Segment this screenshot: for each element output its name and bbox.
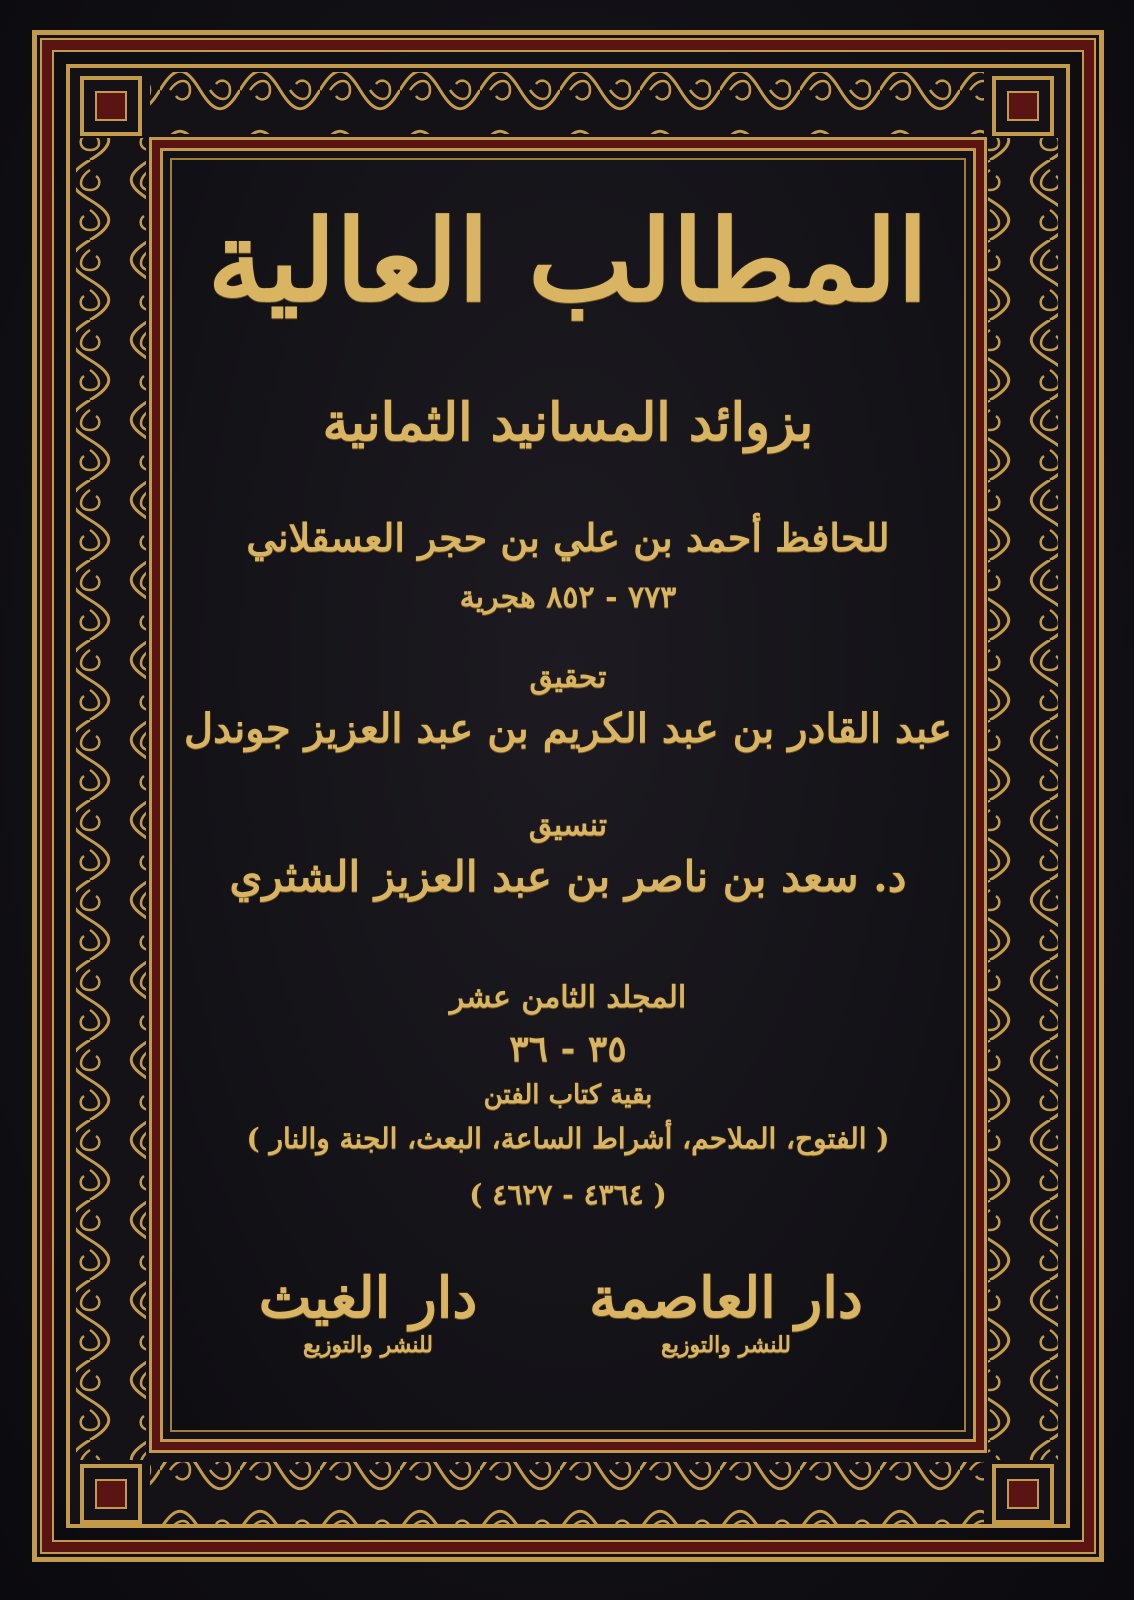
hadith-range: ( ٤٣٦٤ - ٤٦٢٧ ) <box>469 1178 667 1211</box>
coordination-label: تنسيق <box>528 808 608 843</box>
publisher-name: دار الغيث <box>258 1265 478 1331</box>
book-title: المطالب العالية <box>207 196 929 327</box>
coordinator-name: د. سعد بن ناصر بن عبد العزيز الشثري <box>229 852 907 901</box>
publisher-name: دار العاصمة <box>589 1265 863 1331</box>
title-panel <box>170 158 966 1432</box>
publisher-2 <box>218 1265 518 1358</box>
author-name: للحافظ أحمد بن علي بن حجر العسقلاني <box>246 515 890 560</box>
verification-label: تحقيق <box>529 660 607 695</box>
volume-label: المجلد الثامن عشر <box>449 980 687 1015</box>
publisher-tagline: للنشر والتوزيع <box>303 1331 433 1358</box>
verifier-name: عبد القادر بن عبد الكريم بن عبد العزيز جوندل <box>184 705 952 752</box>
book-subtitle: بزوائد المسانيد الثمانية <box>322 392 814 453</box>
parts-range: ٣٥ - ٣٦ <box>509 1028 627 1070</box>
book-section: بقية كتاب الفتن <box>483 1080 653 1110</box>
author-years: ٧٧٣ - ٨٥٢ هجرية <box>459 580 677 615</box>
publisher-tagline: للنشر والتوزيع <box>661 1331 791 1358</box>
publisher-1 <box>576 1265 876 1358</box>
topics-list: ( الفتوح، الملاحم، أشراط الساعة، البعث، الجنة والنار ) <box>246 1122 890 1155</box>
